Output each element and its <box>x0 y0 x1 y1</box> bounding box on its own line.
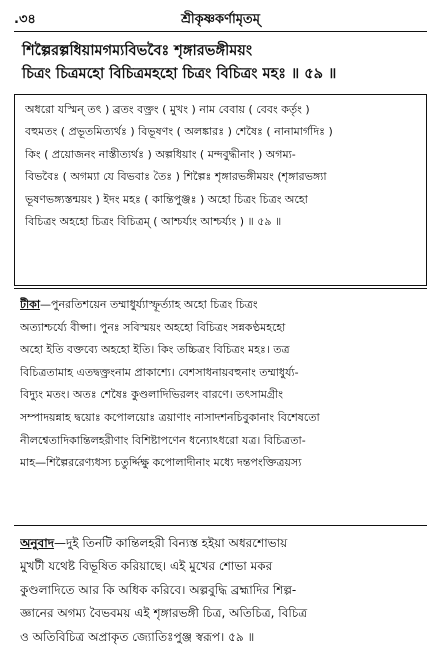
translation-line-text: —দুই তিনটি কান্তিলহরী বিন্যস্ত হইয়া অধরশোভায় <box>54 536 288 550</box>
commentary-line: মাহ—শিল্পৈররেণ্যধস্য চতুর্দ্দিক্ষু কপোলাদীনাং মধ্যে দন্তপংক্তিত্রয়স্য <box>20 456 302 470</box>
commentary-line: অত্যাশ্চর্য্যে বীপ্সা। পুনঃ সবিস্ময়ং অহহো বিচিত্রং সন্নকণ্ঠমহহো <box>20 320 286 334</box>
section-divider <box>14 525 427 526</box>
commentary-block <box>20 294 427 475</box>
section-divider <box>14 288 427 289</box>
header-rule <box>14 31 427 32</box>
translation-line: ও অতিবিচিত্র অপ্রাকৃত জ্যোতিঃপুঞ্জ স্বরূপ। ৫৯ ॥ <box>20 629 255 644</box>
anvaya-line: বহুমতং ( প্রভূতমিত্যর্থঃ ) বিভূষণং ( অলঙ্কারঃ ) শেষৈঃ ( নানামার্গদিঃ ) <box>25 125 333 139</box>
translation-line: কুণ্ডলাদিতে আর কি অধিক করিবে। অল্পবুদ্ধি ব্রহ্মাদির শিল্প- <box>20 582 297 597</box>
verse-block <box>22 40 427 86</box>
page-header <box>14 8 427 30</box>
translation-line <box>20 532 427 555</box>
anvaya-box <box>14 94 427 286</box>
commentary-line <box>20 294 427 317</box>
running-title: শ্রীকৃষ্ণকর্ণামৃতম্‌ <box>181 12 260 27</box>
commentary-label: টীকা <box>20 298 41 311</box>
commentary-line: সম্পাদয়ন্নাহ দ্বয়োঃ কপোলয়োঃ ত্রয়াণাং নাসাদশনচিবুকানাং বিশেষতো <box>20 410 320 424</box>
commentary-line: বিচিত্রতামাহ এতদ্বক্ত্রংনাম প্রাকাশ্যে। বেশসাধনায়বহুনাং তম্মাধুর্য্য- <box>20 365 299 379</box>
commentary-line: নীলশ্বেতাদিকান্তিলহরীণাং বিশিষ্টাপণেন ধন্যোঽধরো যত্র। বিচিত্রতা- <box>20 433 306 447</box>
translation-label: অনুবাদ <box>20 536 55 550</box>
anvaya-line: বিচিত্রং অহহো চিত্রং বিচিত্রম্‌ ( আশ্চর্য্যং আশ্চর্য্যং ) ॥ ৫৯ ॥ <box>25 215 282 229</box>
verse-line-1: শিল্পৈরল্পধিয়ামগম্যবিভবৈঃ শৃঙ্গারভঙ্গীময়ং <box>22 43 253 59</box>
commentary-line: অহো ইতি বক্তব্যে অহহো ইতি। কিং তচ্চিত্রং বিচিত্রং মহঃ। তত্র <box>20 343 290 357</box>
commentary-line: বিদ্যুং মতং। অতঃ শেষৈঃ কুণ্ডলাদিভিরলং বারণে। তৎসামগ্রীং <box>20 388 283 402</box>
verse-line-2: চিত্রং চিত্রমহো বিচিত্রমহহো চিত্রং বিচিত্রং মহঃ ॥ ৫৯ ॥ <box>22 66 337 82</box>
translation-line: মুখটী যথেষ্ট বিভূষিত করিয়াছে। এই মুখের শোভা মকর <box>20 559 273 574</box>
translation-line: জ্ঞানের অগম্য বৈভবময় এই শৃঙ্গারভঙ্গী চিত্র, অতিচিত্র, বিচিত্র <box>20 606 308 621</box>
commentary-line-text: —পুনরতিশয়েন তম্মাধুর্য্যাস্ফূর্ত্যাহ অহো চিত্রং চিত্রং <box>40 298 258 311</box>
translation-block <box>20 532 427 649</box>
anvaya-line: বিভবৈঃ ( অগম্যা যে বিভবাঃ তৈঃ ) শিল্পৈঃ শৃঙ্গারভঙ্গীময়ং (শৃঙ্গারভঙ্গ্যা <box>25 170 327 184</box>
anvaya-line: কিং ( প্রয়োজনং নাস্তীত্যর্থঃ ) অল্পধিয়াং ( মন্দবুদ্ধীনাং ) অগম্য- <box>25 147 296 161</box>
page-number: .৩৪ <box>14 12 36 27</box>
anvaya-line: অধরো যস্মিন্‌ তৎ ) ব্রতং বক্ত্রং ( মুখং ) নাম বেবায় ( বেবং কর্তৃং ) <box>25 103 310 116</box>
anvaya-line: ভূষণভঙ্গ্যস্তন্ময়ং ) ইদং মহঃ ( কান্তিপুঞ্জঃ ) অহো চিত্রং চিত্রং অহো <box>25 192 308 206</box>
